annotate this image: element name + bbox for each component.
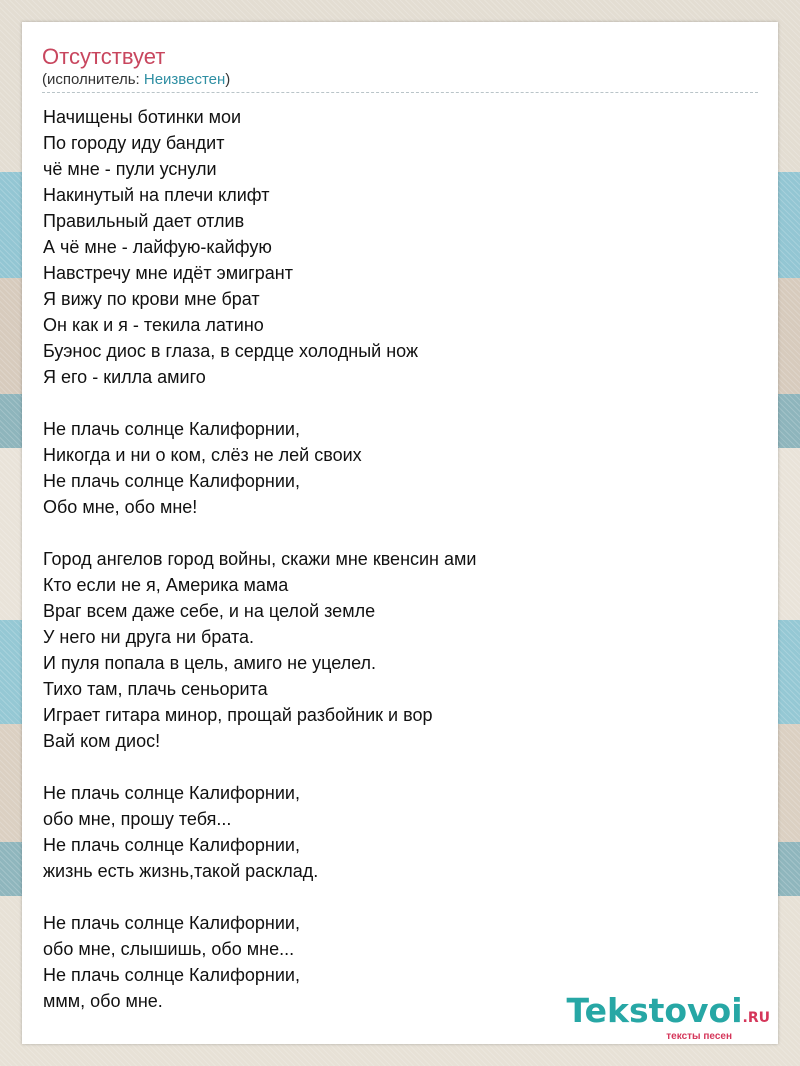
lyrics-sheet xyxy=(22,22,778,1044)
song-title: Отсутствует xyxy=(42,44,166,69)
lyric-line: Тихо там, плачь сеньорита xyxy=(43,679,268,699)
lyric-line: Не плачь солнце Калифорнии, xyxy=(43,965,300,985)
lyric-line: Навстречу мне идёт эмигрант xyxy=(43,263,293,283)
performer-prefix: (исполнитель: xyxy=(42,71,144,88)
lyric-line: А чё мне - лайфую-кайфую xyxy=(43,237,272,257)
lyric-line: Город ангелов город войны, скажи мне квенсин ами xyxy=(43,549,477,569)
artist-link[interactable]: Неизвестен xyxy=(143,71,226,88)
lyric-line: Не плачь солнце Калифорнии, xyxy=(43,783,300,803)
lyric-line: Не плачь солнце Калифорнии, xyxy=(43,913,300,933)
lyrics-stanza xyxy=(43,416,759,520)
lyrics-stanza xyxy=(43,780,759,884)
lyric-line: Он как и я - текила латино xyxy=(43,315,264,335)
lyric-line: Не плачь солнце Калифорнии, xyxy=(43,471,300,491)
lyrics-stanza xyxy=(43,104,759,390)
lyric-line: Я его - килла амиго xyxy=(43,367,206,387)
lyric-line: Не плачь солнце Калифорнии, xyxy=(43,835,300,855)
site-logo[interactable] xyxy=(566,991,770,1042)
lyric-line: По городу иду бандит xyxy=(43,133,225,153)
lyric-line: обо мне, прошу тебя... xyxy=(43,809,232,829)
lyric-line: Играет гитара минор, прощай разбойник и вор xyxy=(43,705,433,725)
lyric-line: Обо мне, обо мне! xyxy=(43,497,198,517)
lyric-line: Начищены ботинки мои xyxy=(43,107,242,127)
lyric-line: Накинутый на плечи клифт xyxy=(43,185,270,205)
lyric-line: Кто если не я, Америка мама xyxy=(43,575,289,595)
performer-line xyxy=(42,70,758,90)
logo-wordmark xyxy=(566,991,770,1035)
lyric-line: Правильный дает отлив xyxy=(43,211,245,231)
lyric-line: И пуля попала в цель, амиго не уцелел. xyxy=(43,653,377,673)
lyric-line: жизнь есть жизнь,такой расклад. xyxy=(43,861,319,881)
performer-suffix: ) xyxy=(225,71,231,88)
logo-tld: .RU xyxy=(742,1010,770,1026)
lyric-line: Враг всем даже себе, и на целой земле xyxy=(43,601,376,621)
lyrics-stanza xyxy=(43,546,759,754)
lyric-line: Буэнос диос в глаза, в сердце холодный нож xyxy=(43,341,418,361)
logo-name: Tekstovoi xyxy=(566,991,743,1030)
lyric-line: У него ни друга ни брата. xyxy=(43,627,255,647)
logo-tagline: тексты песен xyxy=(666,1031,732,1042)
lyric-line: чё мне - пули уснули xyxy=(43,159,217,179)
lyric-line: Никогда и ни о ком, слёз не лей своих xyxy=(43,445,362,465)
lyric-line: обо мне, слышишь, обо мне... xyxy=(43,939,295,959)
song-header xyxy=(42,44,758,93)
lyrics-body xyxy=(43,104,759,1040)
lyric-line: ммм, обо мне. xyxy=(43,991,163,1011)
lyric-line: Я вижу по крови мне брат xyxy=(43,289,260,309)
lyric-line: Не плачь солнце Калифорнии, xyxy=(43,419,300,439)
lyric-line: Вай ком диос! xyxy=(43,731,161,751)
